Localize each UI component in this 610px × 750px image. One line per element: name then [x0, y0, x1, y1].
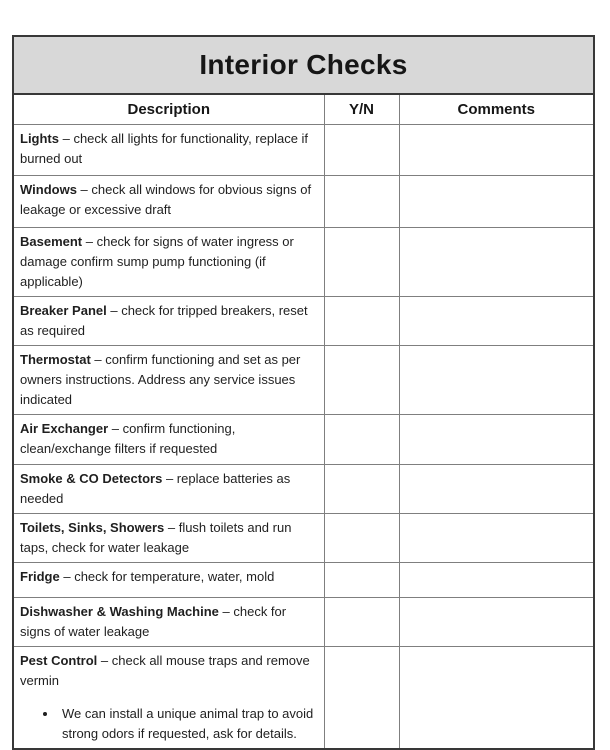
comments-cell: [399, 647, 594, 750]
table-row-smoke-co-detectors: [13, 465, 594, 514]
comments-cell: [399, 563, 594, 598]
row-term: Dishwasher & Washing Machine: [20, 604, 219, 619]
row-description: [13, 514, 324, 563]
row-term: Pest Control: [20, 653, 98, 668]
table-row-dishwasher-washing-machine: [13, 598, 594, 647]
yn-cell: [324, 598, 399, 647]
row-description: [13, 176, 324, 228]
row-text: – check for signs of water leakage: [20, 604, 287, 639]
row-term: Thermostat: [20, 352, 91, 367]
comments-cell: [399, 415, 594, 465]
row-term: Fridge: [20, 569, 60, 584]
table-row-lights: [13, 125, 594, 176]
yn-cell: [324, 297, 399, 346]
yn-cell: [324, 176, 399, 228]
yn-cell: [324, 346, 399, 415]
yn-cell: [324, 465, 399, 514]
comments-cell: [399, 514, 594, 563]
yn-cell: [324, 647, 399, 750]
yn-cell: [324, 514, 399, 563]
row-description: [13, 346, 324, 415]
row-description: [13, 598, 324, 647]
row-text: – check for signs of water ingress or damage confirm sump pump functioning (if applicable): [20, 234, 294, 289]
yn-cell: [324, 125, 399, 176]
row-description: [13, 228, 324, 297]
row-term: Air Exchanger: [20, 421, 109, 436]
yn-cell: [324, 228, 399, 297]
row-term: Toilets, Sinks, Showers: [20, 520, 165, 535]
row-text: – check for temperature, water, mold: [59, 569, 275, 584]
comments-cell: [399, 176, 594, 228]
row-description: [13, 415, 324, 465]
row-description: [13, 465, 324, 514]
row-term: Basement: [20, 234, 83, 249]
bullet-list: [58, 704, 314, 744]
row-text: – check all mouse traps and remove vermin: [20, 653, 310, 688]
column-header-description: Description: [13, 94, 324, 125]
row-text: – check for tripped breakers, reset as required: [20, 303, 308, 338]
row-term: Breaker Panel: [20, 303, 107, 318]
comments-cell: [399, 297, 594, 346]
row-text: – confirm functioning and set as per owners instructions. Address any service issues indicated: [20, 352, 301, 407]
title-row: [13, 36, 594, 94]
comments-cell: [399, 598, 594, 647]
table-row-toilets-sinks-showers: [13, 514, 594, 563]
bullet-note: • We can install a unique animal trap to avoid strong odors if requested, ask for details.: [58, 704, 314, 744]
interior-checks-table: [12, 35, 595, 750]
row-term: Smoke & CO Detectors: [20, 471, 163, 486]
column-header-row: [13, 94, 594, 125]
table-row-pest-control: [13, 647, 594, 750]
row-description: [13, 125, 324, 176]
row-description: [13, 647, 324, 750]
comments-cell: [399, 346, 594, 415]
row-text: – flush toilets and run taps, check for water leakage: [20, 520, 292, 555]
row-text: – check all lights for functionality, replace if burned out: [20, 131, 309, 166]
page-title: Interior Checks: [13, 36, 594, 94]
comments-cell: [399, 228, 594, 297]
row-text: – replace batteries as needed: [20, 471, 291, 506]
table-row-air-exchanger: [13, 415, 594, 465]
table-row-fridge: [13, 563, 594, 598]
row-description: [13, 563, 324, 598]
row-text: – check all windows for obvious signs of leakage or excessive draft: [20, 182, 312, 217]
row-term: Lights: [20, 131, 59, 146]
yn-cell: [324, 563, 399, 598]
column-header-yn: Y/N: [324, 94, 399, 125]
table-row-basement: [13, 228, 594, 297]
table-row-thermostat: [13, 346, 594, 415]
column-header-comments: Comments: [399, 94, 594, 125]
comments-cell: [399, 465, 594, 514]
row-term: Windows: [20, 182, 77, 197]
table-row-windows: [13, 176, 594, 228]
comments-cell: [399, 125, 594, 176]
row-text: – confirm functioning, clean/exchange filters if requested: [20, 421, 236, 456]
yn-cell: [324, 415, 399, 465]
row-description: [13, 297, 324, 346]
table-row-breaker-panel: [13, 297, 594, 346]
